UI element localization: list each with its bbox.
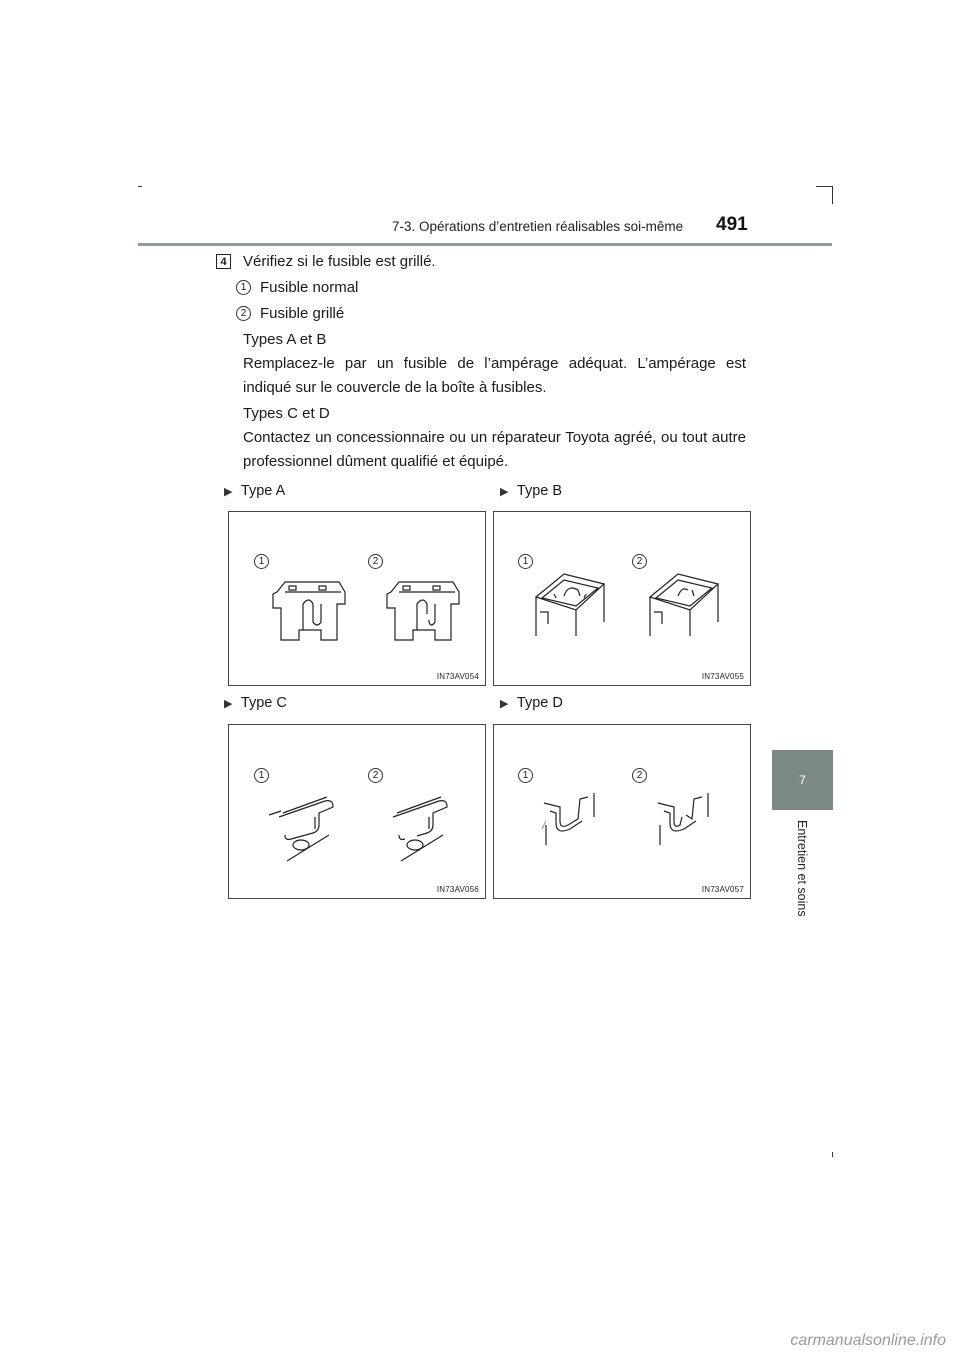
figure-code: IN73AV056 — [436, 885, 479, 894]
caption-type-b: ▶ Type B — [500, 483, 563, 499]
chapter-tab — [772, 750, 833, 810]
legend-label-1: Fusible normal — [260, 279, 359, 296]
fusible-link-illustration — [494, 725, 752, 900]
chapter-number: 7 — [799, 773, 806, 787]
figure-label-2: 2 — [368, 554, 383, 569]
figure-code: IN73AV054 — [436, 672, 479, 681]
triangle-right-icon: ▶ — [224, 486, 233, 498]
figure-type-b — [493, 511, 751, 686]
figure-label-1: 1 — [254, 768, 269, 783]
types-cd-heading: Types C et D — [243, 405, 330, 422]
caption-type-d: ▶ Type D — [500, 695, 563, 711]
caption-type-c: ▶ Type C — [224, 695, 287, 711]
figure-label-1: 1 — [254, 554, 269, 569]
legend-label-2: Fusible grillé — [260, 305, 345, 322]
triangle-right-icon: ▶ — [224, 698, 233, 710]
figure-type-a — [228, 511, 486, 686]
figure-type-d — [493, 724, 751, 899]
chapter-title: Entretien et soins — [795, 820, 809, 917]
header-rule — [138, 243, 832, 246]
types-ab-heading: Types A et B — [243, 331, 327, 348]
figure-label-1: 1 — [518, 554, 533, 569]
legend-number-2: 2 — [236, 306, 251, 321]
cartridge-fuse-illustration — [494, 512, 752, 687]
crop-mark — [816, 186, 832, 187]
step-instruction: Vérifiez si le fusible est grillé. — [243, 253, 436, 270]
types-cd-text: Contactez un concessionnaire ou un réparateur Toyota agréé, ou tout autre professionnel dûment qualifié et équipé. — [243, 429, 746, 470]
types-ab-text: Remplacez-le par un fusible de l’ampérage adéquat. L’ampérage est indiqué sur le couvercle de la boîte à fusibles. — [243, 355, 746, 396]
crop-mark — [138, 186, 142, 187]
figure-code: IN73AV057 — [701, 885, 744, 894]
crop-mark — [832, 1152, 833, 1157]
figure-code: IN73AV055 — [701, 672, 744, 681]
figure-label-2: 2 — [632, 554, 647, 569]
figure-type-c — [228, 724, 486, 899]
caption-type-a: ▶ Type A — [224, 483, 286, 499]
triangle-right-icon: ▶ — [500, 486, 509, 498]
step-number-box: 4 — [216, 254, 231, 269]
triangle-right-icon: ▶ — [500, 698, 509, 710]
legend-number-1: 1 — [236, 280, 251, 295]
figure-label-2: 2 — [368, 768, 383, 783]
page-number: 491 — [716, 214, 748, 235]
fusible-link-illustration — [229, 725, 487, 900]
figure-label-2: 2 — [632, 768, 647, 783]
crop-mark — [832, 186, 833, 204]
watermark: carmanualsonline.info — [790, 1332, 946, 1349]
blade-fuse-illustration — [229, 512, 487, 687]
figure-label-1: 1 — [518, 768, 533, 783]
section-title: 7-3. Opérations d’entretien réalisables soi-même — [392, 219, 684, 234]
